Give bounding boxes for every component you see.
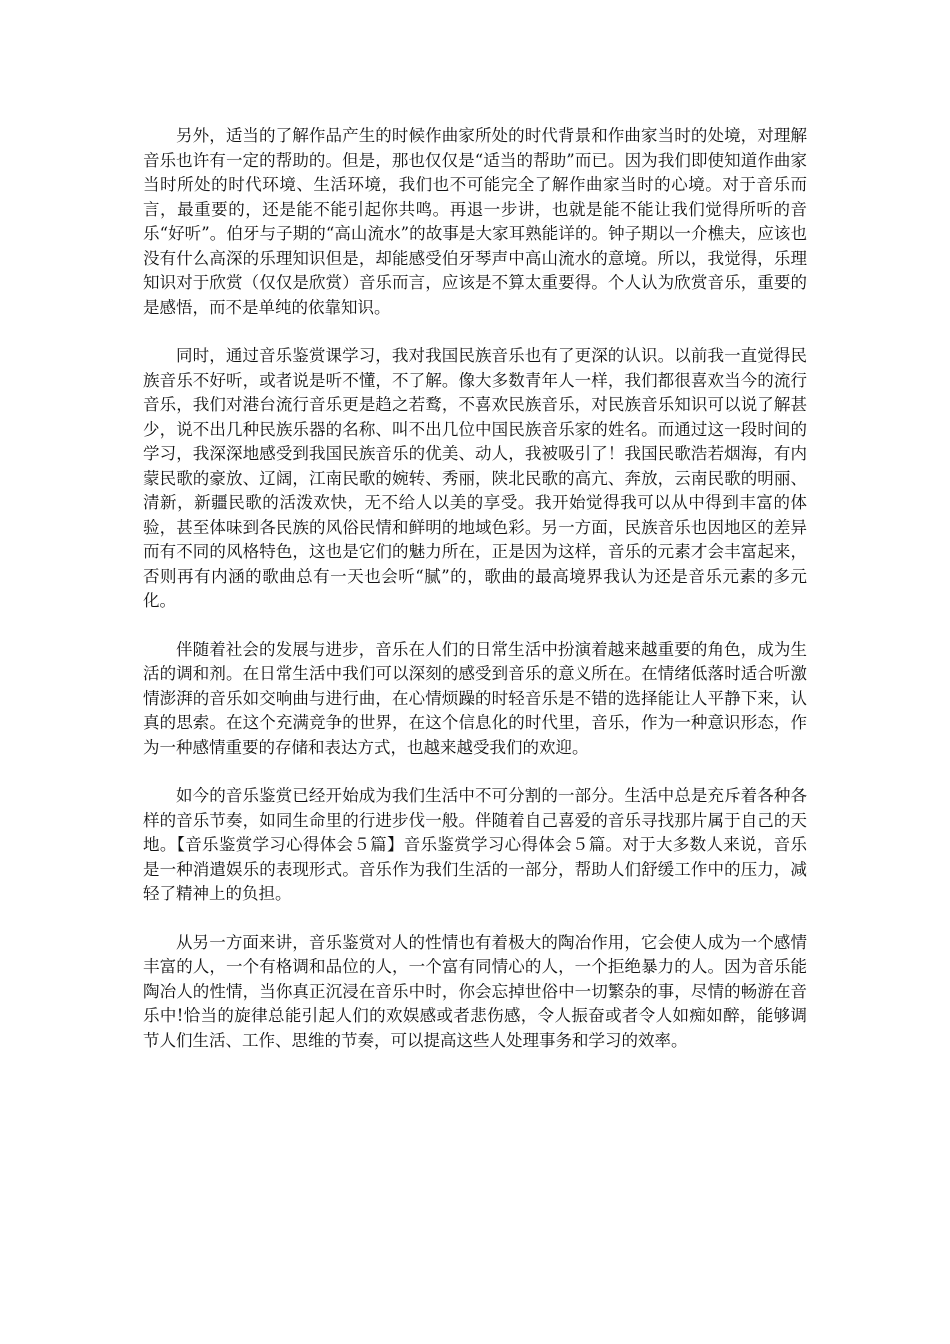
paragraph-4: 如今的音乐鉴赏已经开始成为我们生活中不可分割的一部分。生活中总是充斥着各种各样的音乐节奏，如同生命里的行进步伐一般。伴随着自己喜爱的音乐寻找那片属于自己的天地。【音乐鉴赏学习心得体会５篇】音乐鉴赏学习心得体会５篇。对于大多数人来说，音乐是一种消遣娱乐的表现形式。音乐作为我们生活的一部分，帮助人们舒缓工作中的压力，减轻了精神上的负担。: [143, 786, 807, 903]
paragraph-5: 从另一方面来讲，音乐鉴赏对人的性情也有着极大的陶冶作用，它会使人成为一个感情丰富的人，一个有格调和品位的人，一个富有同情心的人，一个拒绝暴力的人。因为音乐能陶冶人的性情，当你真正沉浸在音乐中时，你会忘掉世俗中一切繁杂的事，尽情的畅游在音乐中!恰当的旋律总能引起人们的欢娱感或者悲伤感，令人振奋或者令人如痴如醉，能够调节人们生活、工作、思维的节奏，可以提高这些人处理事务和学习的效率。: [143, 932, 807, 1050]
paragraph-1: 另外，适当的了解作品产生的时候作曲家所处的时代背景和作曲家当时的处境，对理解音乐也许有一定的帮助的。但是，那也仅仅是“适当的帮助”而已。因为我们即使知道作曲家当时所处的时代环境、生活环境，我们也不可能完全了解作曲家当时的心境。对于音乐而言，最重要的，还是能不能引起你共鸣。再退一步讲，也就是能不能让我们觉得所听的音乐“好听”。伯牙与子期的“高山流水”的故事是大家耳熟能详的。钟子期以一介樵夫，应该也没有什么高深的乐理知识但是，却能感受伯牙琴声中高山流水的意境。所以，我觉得，乐理知识对于欣赏（仅仅是欣赏）音乐而言，应该是不算太重要得。个人认为欣赏音乐，重要的是感悟，而不是单纯的依靠知识。: [143, 126, 807, 317]
document-body: [143, 124, 807, 1077]
paragraph-2: 同时，通过音乐鉴赏课学习，我对我国民族音乐也有了更深的认识。以前我一直觉得民族音乐不好听，或者说是听不懂，不了解。像大多数青年人一样，我们都很喜欢当今的流行音乐，我们对港台流行音乐更是趋之若鹜，不喜欢民族音乐，对民族音乐知识可以说了解甚少，说不出几种民族乐器的名称、叫不出几位中国民族音乐家的姓名。而通过这一段时间的学习，我深深地感受到我国民族音乐的优美、动人，我被吸引了！我国民歌浩若烟海，有内蒙民歌的豪放、辽阔，江南民歌的婉转、秀丽，陕北民歌的高亢、奔放，云南民歌的明丽、清新，新疆民歌的活泼欢快，无不给人以美的享受。我开始觉得我可以从中得到丰富的体验，甚至体味到各民族的风俗民情和鲜明的地域色彩。另一方面，民族音乐也因地区的差异而有不同的风格特色，这也是它们的魅力所在，正是因为这样，音乐的元素才会丰富起来，否则再有内涵的歌曲总有一天也会听“腻”的，歌曲的最高境界我认为还是音乐元素的多元化。: [143, 346, 807, 610]
paragraph-3: 伴随着社会的发展与进步，音乐在人们的日常生活中扮演着越来越重要的角色，成为生活的调和剂。在日常生活中我们可以深刻的感受到音乐的意义所在。在情绪低落时适合听激情澎湃的音乐如交响曲与进行曲，在心情烦躁的时轻音乐是不错的选择能让人平静下来，认真的思索。在这个充满竞争的世界，在这个信息化的时代里，音乐，作为一种意识形态，作为一种感情重要的存储和表达方式，也越来越受我们的欢迎。: [143, 639, 807, 757]
